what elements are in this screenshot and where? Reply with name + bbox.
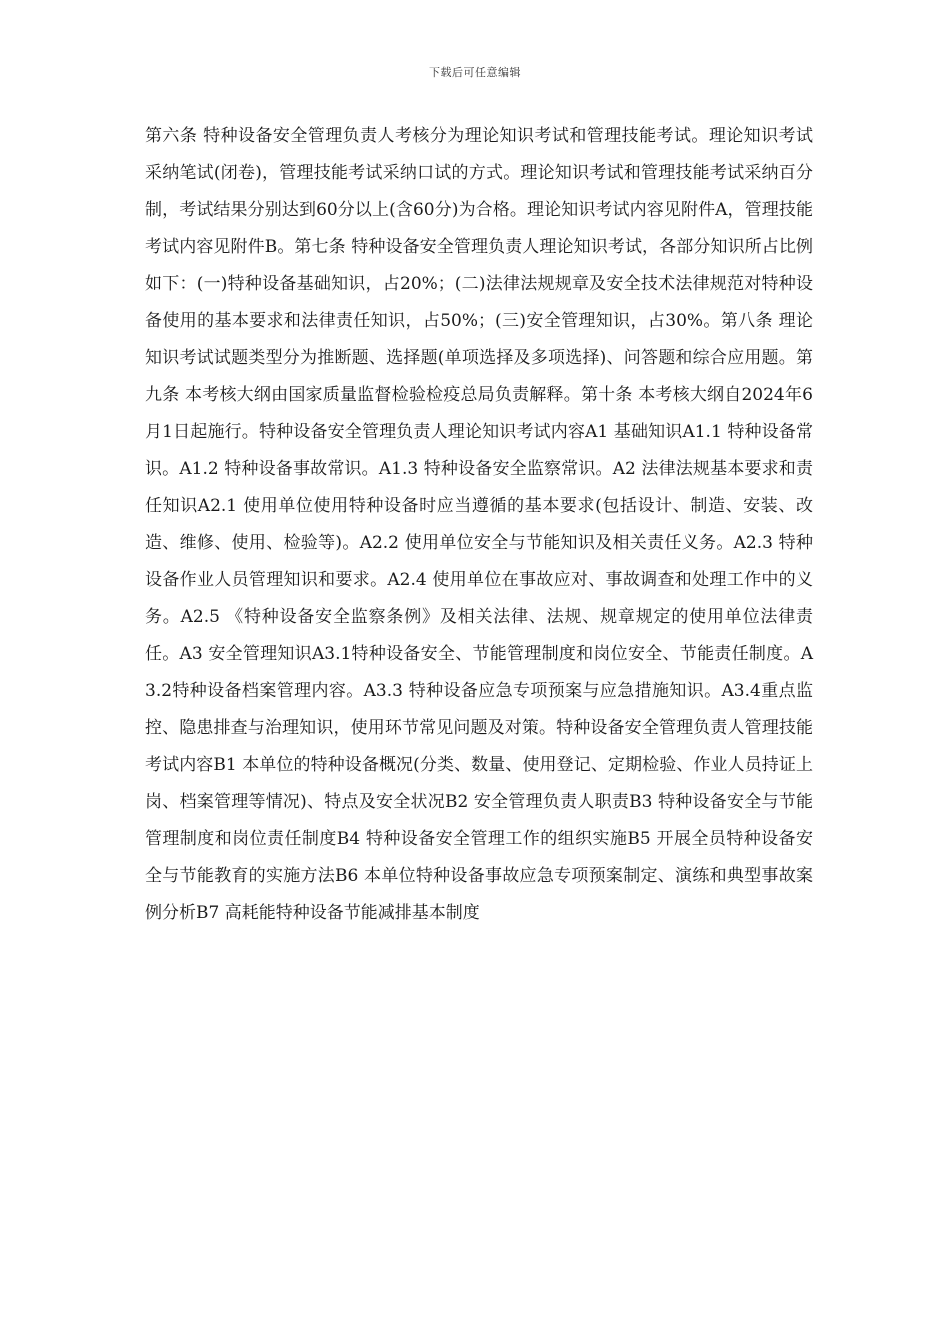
document-body-paragraph: 第六条 特种设备安全管理负责人考核分为理论知识考试和管理技能考试。理论知识考试采纳笔试(闭卷)，管理技能考试采纳口试的方式。理论知识考试和管理技能考试采纳百分制，考试结果分别达到60分以上(含60分)为合格。理论知识考试内容见附件A，管理技能考试内容见附件B。第七条 特种设备安全管理负责人理论知识考试，各部分知识所占比例如下：(一)特种设备基础知识，占20%；(二)法律法规规章及安全技术法律规范对特种设备使用的基本要求和法律责任知识，占50%；(三)安全管理知识，占30%。第八条 理论知识考试试题类型分为推断题、选择题(单项选择及多项选择)、问答题和综合应用题。第九条 本考核大纲由国家质量监督检验检疫总局负责解释。第十条 本考核大纲自2024年6月1日起施行。特种设备安全管理负责人理论知识考试内容A1 基础知识A1.1 特种设备常识。A1.2 特种设备事故常识。A1.3 特种设备安全监察常识。A2 法律法规基本要求和责任知识A2.1 使用单位使用特种设备时应当遵循的基本要求(包括设计、制造、安装、改造、维修、使用、检验等)。A2.2 使用单位安全与节能知识及相关责任义务。A2.3 特种设备作业人员管理知识和要求。A2.4 使用单位在事故应对、事故调查和处理工作中的义务。A2.5 《特种设备安全监察条例》及相关法律、法规、规章规定的使用单位法律责任。A3 安全管理知识A3.1特种设备安全、节能管理制度和岗位安全、节能责任制度。A3.2特种设备档案管理内容。A3.3 特种设备应急专项预案与应急措施知识。A3.4重点监控、隐患排查与治理知识，使用环节常见问题及对策。特种设备安全管理负责人管理技能考试内容B1 本单位的特种设备概况(分类、数量、使用登记、定期检验、作业人员持证上岗、档案管理等情况)、特点及安全状况B2 安全管理负责人职责B3 特种设备安全与节能管理制度和岗位责任制度B4 特种设备安全管理工作的组织实施B5 开展全员特种设备安全与节能教育的实施方法B6 本单位特种设备事故应急专项预案制定、演练和典型事故案例分析B7 高耗能特种设备节能减排基本制度: [145, 126, 813, 923]
page-header: 下载后可任意编辑: [429, 66, 521, 79]
